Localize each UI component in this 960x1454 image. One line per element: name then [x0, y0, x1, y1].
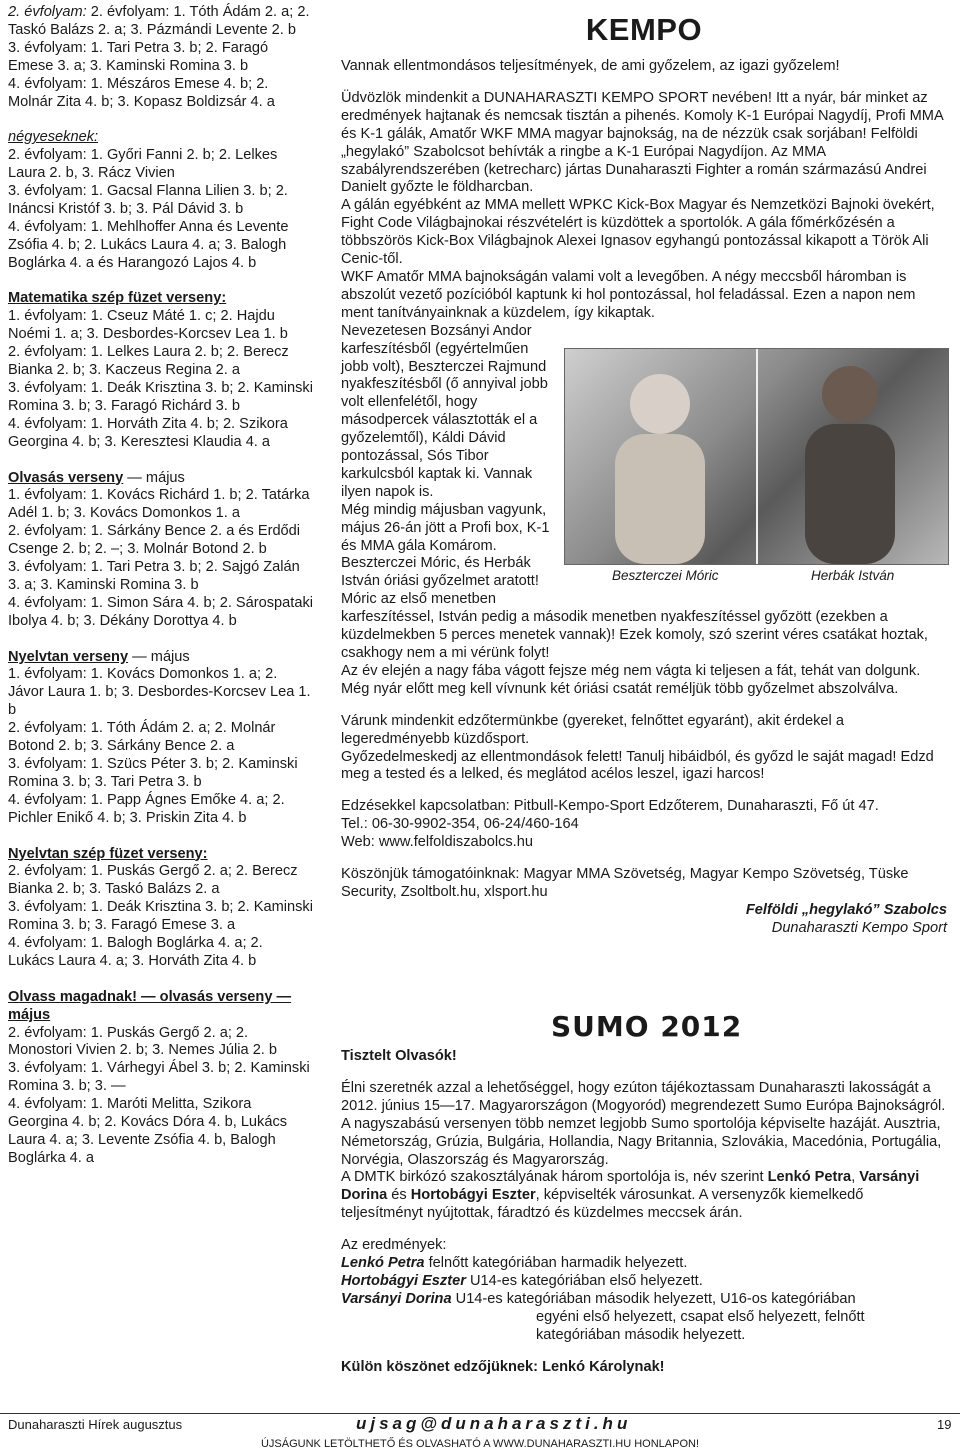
sumo-result — [341, 1255, 947, 1273]
sumo-paragraph: Élni szeretnék azzal a lehetőséggel, hogy ezúton tájékoztassam Dunaharaszti lakosságát a 2012. június 15—17. Magyarországon (Mogyoród) megrendezett Sumo Európa Bajnokságról. — [341, 1079, 946, 1114]
section-title-nyelvtan-szep: Nyelvtan szép füzet verseny: — [8, 845, 208, 862]
athlete-name: Hortobágyi Eszter — [341, 1272, 466, 1289]
result-line: 1. évfolyam: 1. Kovács Domonkos 1. a; 2. Jávor Laura 1. b; 3. Desbordes-Korcsev Lea 1. b — [8, 666, 311, 719]
results-block-nyelvtan — [8, 649, 313, 828]
section-title-negyeseknek: négyeseknek: — [8, 129, 99, 146]
athlete-name: Lenkó Petra — [767, 1169, 852, 1186]
kempo-paragraph: Az év elején a nagy fába vágott fejsze még nem vágta ki teljesen a fát, tehát van dolgunk. Még nyár előtt meg kell vívnunk két óriási csatát reméljük több győzelmet abszolválva. — [341, 662, 921, 697]
photo-caption-left: Beszterczei Móric — [612, 568, 719, 583]
section-title-text: Nyelvtan verseny — [8, 648, 129, 665]
section-title-olvasas — [8, 470, 313, 488]
result-text: U14-es kategóriában első helyezett. — [465, 1272, 703, 1289]
kempo-title: KEMPO — [585, 12, 703, 47]
result-text: felnőtt kategóriában harmadik helyezett. — [424, 1255, 688, 1272]
athlete-name: Varsányi Dorina — [341, 1290, 452, 1307]
section-title-olvass: Olvass magadnak! — olvasás verseny — május — [8, 988, 292, 1023]
kempo-contact: Web: www.felfoldiszabolcs.hu — [341, 834, 533, 851]
result-line: 2. évfolyam: 1. Lelkes Laura 2. b; 2. Berecz Bianka 2. b; 3. Kaczeus Regina 2. a — [8, 344, 289, 379]
results-block-olvass — [8, 989, 313, 1168]
sumo-text: és — [387, 1187, 411, 1204]
sumo-text: A DMTK birkózó szakosztályának három sportolója is, név szerint — [341, 1169, 768, 1186]
kempo-narrow-text — [341, 323, 551, 610]
fighters-photo — [564, 348, 949, 565]
athlete-name: Varsányi Dorina — [341, 1169, 920, 1204]
result-line: 3. évfolyam: 1. Gacsal Flanna Lilien 3. b; 2. Ináncsi Kristóf 3. b; 3. Pál Dávid 3. b — [8, 183, 288, 217]
result-line: 3. évfolyam: 1. Deák Krisztina 3. b; 2. Kaminski Romina 3. b; 3. Faragó Emese 3. a — [8, 899, 313, 934]
kempo-article — [341, 0, 947, 938]
sumo-paragraph: A nagyszabású versenyen több nemzet legjobb Sumo sportolója képviselte hazáját. Ausztria, Németország, Grúzia, Bulgária, Hollandia, Nagy Britannia, Szlovákia, Macedónia, Portugália, Norvégia, Olaszország és Magyarország. — [341, 1115, 942, 1168]
kempo-contact: Edzésekkel kapcsolatban: Pitbull-Kempo-Sport Edzőterem, Dunaharaszti, Fő út 47. — [341, 798, 879, 815]
section-title-matek: Matematika szép füzet verseny: — [8, 290, 227, 307]
section-title-text: Olvasás verseny — [8, 469, 124, 486]
sumo-title: SUMO 2012 — [551, 1010, 743, 1043]
footer-publication: Dunaharaszti Hírek augusztus — [8, 1417, 183, 1432]
result-line: 2. évfolyam: 1. Tóth Ádám 2. a; 2. Molnár Botond 2. b; 3. Sárkány Bence 2. a — [8, 720, 276, 755]
sumo-result — [341, 1291, 947, 1309]
result-line: 1. évfolyam: 1. Cseuz Máté 1. c; 2. Hajdu Noémi 1. a; 3. Desbordes-Korcsev Lea 1. b — [8, 308, 288, 343]
kempo-paragraph: Nevezetesen Bozsányi Andor karfeszítésből (egyértelműen jobb volt), Beszterczei Rajmund nyakfeszítésből (ő annyival jobb volt ellenfelétől, hogy másodpercek választották el a győzelemtől), Káldi Dávid pontozással, Sós Tibor karkulcsból kaptak ki. Vannak ilyen napok is. — [341, 322, 548, 500]
photo-caption-right: Herbák István — [811, 568, 895, 583]
result-text: U14-es kategóriában második helyezett, U16-os kategóriában — [451, 1290, 856, 1307]
section-title-suffix: — május — [123, 469, 185, 486]
sumo-article — [341, 1048, 947, 1377]
athlete-name: Lenkó Petra — [341, 1255, 425, 1272]
result-text: 2. évfolyam: 1. Tóth Ádám 2. a; 2. Taskó Balázs 2. a; 3. Pázmándi Levente 2. b — [8, 4, 310, 38]
footer-email: ujsag@dunaharaszti.hu — [356, 1414, 632, 1433]
results-column — [8, 4, 313, 1186]
result-line: 2. évfolyam: 1. Sárkány Bence 2. a és Erdődi Csenge 2. b; 2. –; 3. Molnár Botond 2. b — [8, 523, 301, 558]
kempo-paragraph: Még mindig májusban vagyunk, május 26-án jött a Profi box, K-1 és MMA gála Komárom. Beszterczei Móric, és Herbák István óriási győzelmet aratott! Móric az első menetben — [341, 501, 550, 608]
kempo-paragraph: A gálán egyébként az MMA mellett WPKC Kick-Box Magyar és Nemzetközi Bajnoki övekért, Fight Code Világbajnokai részvételért is küzdöttek a sportolók. A gála főmérkőzésén a többszörös Kick-Box Világbajnok Alexei Ignasov egyhangú pontozással kikapott a Török Ali Cenic-től. — [341, 197, 935, 268]
sumo-result-continued: egyéni első helyezett, csapat első helyezett, felnőtt kategóriában második helyezett. — [536, 1308, 865, 1343]
result-line: 4. évfolyam: 1. Papp Ágnes Emőke 4. a; 2. Pichler Enikő 4. b; 3. Priskin Zita 4. b — [8, 791, 285, 826]
athlete-name: Hortobágyi Eszter — [410, 1187, 536, 1204]
result-line: 4. évfolyam: 1. Maróti Melitta, Szikora Georgina 4. b; 2. Kovács Dóra 4. b, Lukács Laura 4. a; 3. Levente Zsófia 4. b, Balogh Boglárka 4. a — [8, 1096, 288, 1166]
sumo-coach-thanks: Külön köszönet edzőjüknek: Lenkó Károlynak! — [341, 1358, 665, 1375]
result-line: 3. évfolyam: 1. Tari Petra 3. b; 2. Faragó Emese 3. a; 3. Kaminski Romina 3. b — [8, 39, 269, 74]
result-line: 3. évfolyam: 1. Várhegyi Ábel 3. b; 2. Kaminski Romina 3. b; 3. — — [8, 1060, 310, 1095]
kempo-contact: Tel.: 06-30-9902-354, 06-24/460-164 — [341, 816, 579, 833]
kempo-signature-org: Dunaharaszti Kempo Sport — [771, 919, 947, 936]
result-line: 4. évfolyam: 1. Mészáros Emese 4. b; 2. Molnár Zita 4. b; 3. Kopasz Boldizsár 4. a — [8, 75, 275, 110]
result-line: 4. évfolyam: 1. Mehlhoffer Anna és Levente Zsófia 4. b; 2. Lukács Laura 4. a; 3. Balogh Boglárka 4. a és Harangozó Lajos 4. b — [8, 218, 289, 271]
result-line: 3. évfolyam: 1. Tari Petra 3. b; 2. Sajgó Zalán 3. a; 3. Kaminski Romina 3. b — [8, 559, 300, 593]
result-line: 2. évfolyam: 1. Puskás Gergő 2. a; 2. Berecz Bianka 2. b; 3. Taskó Balázs 2. a — [8, 863, 298, 898]
result-line: 2. évfolyam: 2. évfolyam: 1. Tóth Ádám 2. a; 2. Taskó Balázs 2. a; 3. Pázmándi Levente 2. b — [8, 4, 310, 38]
result-line: 3. évfolyam: 1. Szücs Péter 3. b; 2. Kaminski Romina 3. b; 3. Tari Petra 3. b — [8, 756, 298, 790]
kempo-paragraph: karfeszítéssel, István pedig a második menetben nyakfeszítéssel győzött (ezekben a küzdelmekben 5 perces menetek vannak)! Ezek komoly, szó szerint véres csatákat hoztak, csakhogy nem a mi vérünk folyt! — [341, 609, 928, 661]
kempo-paragraph: Üdvözlök mindenkit a DUNAHARASZTI KEMPO SPORT nevében! Itt a nyár, bár minket az eredmények hajtanak és nemcsak tisztán a pihenés. Komoly K-1 Európai Nagydíj, Profi MMA és K-1 gálák, Amatőr WKF MMA magyar bajnokság, na de nézzük csak sorjában! Felföldi „hegylakó” Szabolcsot behívták a ringbe a K-1 Európai Nagydíjon. Az MMA szabályrendszerében (ketrecharc) jártas Dunaharaszti Fighter a román származású Andrei Danielt győzte le földharcban. — [341, 89, 943, 196]
section-title-suffix: — május — [128, 648, 190, 665]
sumo-paragraph — [341, 1169, 947, 1223]
result-line: 4. évfolyam: 1. Simon Sára 4. b; 2. Sárospataki Ibolya 4. b; 3. Dékány Dorottya 4. b — [8, 594, 314, 629]
kempo-paragraph: WKF Amatőr MMA bajnokságán valami volt a levegőben. A négy meccsből háromban is abszolút vezető pozícióból kaptunk ki hol pontozással, hol feladással. Ezen a napon nem ment tanítványainknak a küzdelem, így kikaptak. — [341, 268, 916, 321]
result-line: 1. évfolyam: 1. Kovács Richárd 1. b; 2. Tatárka Adél 1. b; 3. Kovács Domonkos 1. a — [8, 487, 310, 522]
kempo-signature-name: Felföldi „hegylakó” Szabolcs — [745, 901, 947, 918]
sumo-text: , — [851, 1169, 860, 1186]
sumo-result — [341, 1273, 947, 1291]
sumo-results-title: Az eredmények: — [341, 1237, 447, 1254]
result-line: 4. évfolyam: 1. Balogh Boglárka 4. a; 2. Lukács Laura 4. a; 3. Horváth Zita 4. b — [8, 935, 263, 969]
result-line: 2. évfolyam: 1. Győri Fanni 2. b; 2. Lelkes Laura 2. b, 3. Rácz Vivien — [8, 147, 278, 182]
results-block-matek — [8, 290, 313, 451]
kempo-paragraph: Győzedelmeskedj az ellentmondások felett! Tanulj hibáidból, és győzd le saját magad! Edzd meg a tested és a lelked, és meglátod acélos leszel, igazi harcos! — [341, 748, 934, 783]
footer-notice: ÚJSÁGUNK LETÖLTHETŐ ÉS OLVASHATÓ A WWW.DUNAHARASZTI.HU HONLAPON! — [260, 1438, 700, 1450]
results-block-olvasas — [8, 470, 313, 631]
kempo-paragraph: Várunk mindenkit edzőtermünkbe (gyereket, felnőttet egyaránt), akit érdekel a legeredményebb küzdősport. — [341, 712, 844, 747]
sumo-greeting: Tisztelt Olvasók! — [341, 1048, 457, 1064]
results-block-nyelvtan-szep — [8, 846, 313, 971]
sumo-text: , képviselték városunkat. A versenyzők kiemelkedő teljesítményt nyújtottak, fáradtzó és küzdelmes meccsek árán. — [341, 1187, 864, 1222]
results-block-negyeseknek — [8, 129, 313, 272]
kempo-intro: Vannak ellentmondásos teljesítmények, de ami győzelem, az igazi győzelem! — [341, 58, 840, 74]
result-line: 3. évfolyam: 1. Deák Krisztina 3. b; 2. Kaminski Romina 3. b; 3. Faragó Richárd 3. b — [8, 380, 313, 414]
page-number: 19 — [937, 1417, 952, 1432]
results-block-top — [8, 4, 313, 111]
section-title-nyelvtan — [8, 649, 313, 667]
result-line: 2. évfolyam: 1. Puskás Gergő 2. a; 2. Monostori Vivien 2. b; 3. Nemes Júlia 2. b — [8, 1024, 278, 1059]
kempo-thanks: Köszönjük támogatóinknak: Magyar MMA Szövetség, Magyar Kempo Szövetség, Tüske Security, Zsoltbolt.hu, xlsport.hu — [341, 866, 909, 900]
result-line: 4. évfolyam: 1. Horváth Zita 4. b; 2. Szikora Georgina 4. b; 3. Keresztesi Klaudia 4. a — [8, 415, 288, 450]
